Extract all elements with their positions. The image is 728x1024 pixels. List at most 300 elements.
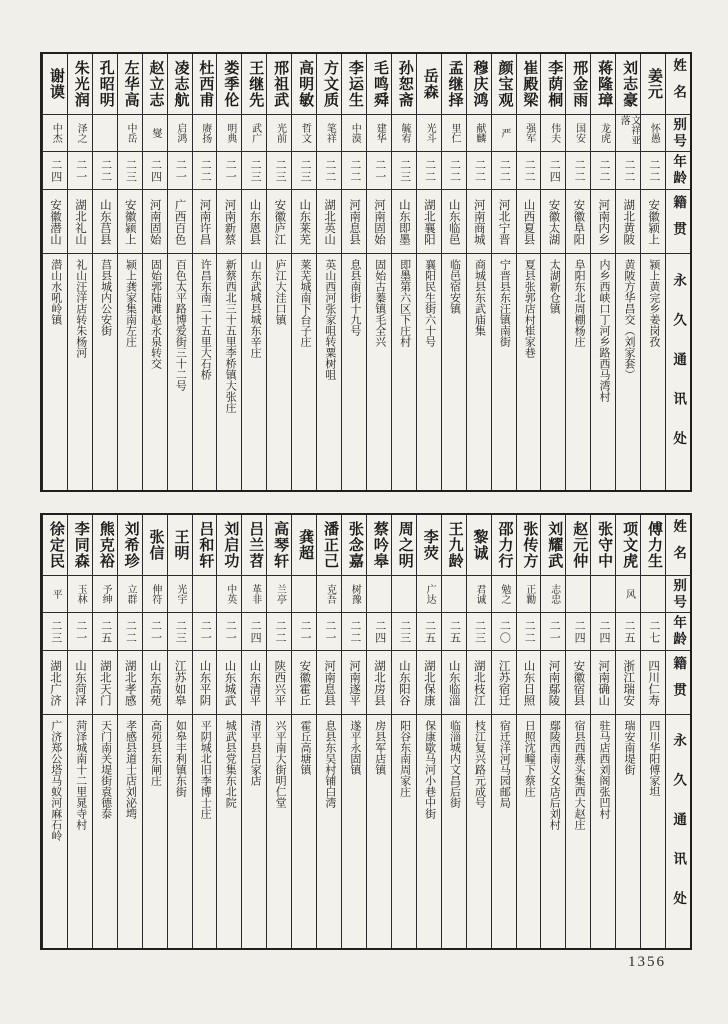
entry-origin-cell	[467, 650, 491, 714]
entry-age-cell	[541, 612, 565, 650]
entry-origin-cell	[317, 650, 341, 714]
header-age	[666, 151, 690, 189]
entry-name: 高明敏	[297, 60, 314, 108]
entry-alias: 献麟	[473, 123, 485, 143]
entry-address: 内乡西峡口丁河乡路西马湾村	[598, 259, 611, 402]
entry-name-cell	[118, 54, 142, 114]
entry-age: 二三	[49, 619, 62, 644]
entry-address-cell	[292, 714, 316, 948]
entry-name-cell	[517, 54, 541, 114]
entry-age: 二一	[548, 619, 561, 644]
entry-age: 二〇	[498, 619, 511, 644]
register-table-bottom	[40, 513, 692, 950]
entry-alias-cell	[566, 114, 590, 151]
entry-address-cell	[68, 714, 92, 948]
header-origin	[666, 650, 690, 714]
entry-address: 襄阳民生街六十号	[423, 259, 436, 347]
entry-alias-cell	[417, 575, 441, 612]
entry-origin-cell	[417, 189, 441, 253]
entry-age-cell	[317, 151, 341, 189]
entry-column	[391, 515, 416, 948]
entry-column	[316, 54, 341, 490]
entry-age: 二一	[149, 619, 162, 644]
entry-address: 驻马店西刘阁张凹村	[598, 720, 611, 819]
entry-name: 谢谟	[47, 68, 64, 100]
entry-address: 保康歇马河小巷中街	[423, 720, 436, 819]
register-table-top	[40, 52, 692, 492]
entry-address-cell	[193, 714, 217, 948]
entry-origin: 山东日照	[522, 659, 535, 706]
entry-alias-cell	[541, 114, 565, 151]
entry-address: 固始古蓁镇毛全兴	[373, 259, 386, 347]
entry-origin: 安徽潜山	[49, 198, 62, 245]
entry-name-cell	[616, 515, 640, 575]
entry-origin: 山东临邑	[447, 198, 460, 245]
entry-age: 二二	[523, 158, 536, 183]
entry-origin-cell	[43, 650, 67, 714]
entry-age: 二二	[323, 158, 336, 183]
entry-column	[266, 515, 291, 948]
entry-address: 如皋丰利镇东街	[174, 720, 187, 797]
entry-age-cell	[616, 151, 640, 189]
entry-address-cell	[442, 253, 466, 490]
entry-alias: 光斗	[424, 123, 436, 143]
entry-column	[291, 515, 316, 948]
entry-age-cell	[541, 151, 565, 189]
entry-origin: 四川仁寿	[647, 659, 660, 706]
entry-alias-cell	[267, 114, 291, 151]
entry-origin-cell	[392, 650, 416, 714]
entry-age: 二一	[74, 619, 87, 644]
entry-address: 临淄城内文昌后街	[448, 720, 461, 808]
entry-name: 姜元	[645, 68, 662, 100]
entry-name: 项文虎	[621, 521, 638, 569]
entry-name-cell	[591, 515, 615, 575]
entry-alias: 予绅	[100, 584, 112, 604]
entry-address-cell	[267, 253, 291, 490]
entry-age: 二二	[348, 619, 361, 644]
entry-age: 二三	[249, 158, 262, 183]
entry-name-cell	[217, 54, 241, 114]
header-origin-label: 籍贯	[671, 656, 687, 709]
entry-address-cell	[616, 253, 640, 490]
entry-age-cell	[566, 612, 590, 650]
entry-age: 二二	[473, 158, 486, 183]
entry-alias-cell	[367, 114, 391, 151]
entry-age-cell	[392, 612, 416, 650]
entry-origin: 江苏如皋	[173, 659, 186, 706]
entry-name: 李荫桐	[546, 60, 563, 108]
entry-age-cell	[193, 612, 217, 650]
entry-alias: 风	[623, 589, 635, 599]
entry-name-cell	[242, 54, 266, 114]
entry-column	[67, 515, 92, 948]
entry-name: 刘希珍	[122, 521, 139, 569]
entry-origin: 山东清平	[248, 659, 261, 706]
entry-name: 周之明	[396, 521, 413, 569]
entry-alias: 里仁	[448, 123, 460, 143]
header-age-label: 年龄	[671, 154, 687, 187]
entry-age-cell	[118, 151, 142, 189]
entry-column	[441, 515, 466, 948]
entry-age: 二一	[224, 158, 237, 183]
entry-age-cell	[342, 612, 366, 650]
entry-column	[540, 54, 565, 490]
entry-age-cell	[442, 151, 466, 189]
entry-address-cell	[317, 714, 341, 948]
entry-name: 吕兰苕	[247, 521, 264, 569]
entry-origin: 安徽颍上	[123, 198, 136, 245]
entry-origin: 安徽颍上	[647, 198, 660, 245]
entry-name: 潘正己	[322, 521, 338, 569]
entry-address: 清平县吕家店	[249, 720, 262, 786]
entry-alias: 泽之	[75, 123, 87, 143]
entry-origin-cell	[467, 189, 491, 253]
entry-name-cell	[467, 54, 491, 114]
header-address	[666, 714, 690, 948]
entry-age-cell	[591, 612, 615, 650]
entry-alias: 立群	[125, 584, 136, 604]
entry-origin: 湖北枝江	[472, 659, 485, 706]
entry-origin-cell	[143, 189, 167, 253]
entry-name-cell	[492, 515, 516, 575]
entry-alias-cell	[43, 114, 67, 151]
entry-alias: 伸符	[149, 584, 161, 604]
entry-alias-cell	[43, 575, 67, 612]
entry-name-cell	[93, 515, 117, 575]
entry-address-cell	[43, 714, 67, 948]
entry-age: 二一	[323, 619, 336, 644]
entry-address: 平阴城北旧李博士庄	[199, 720, 212, 819]
entry-alias-cell	[68, 575, 92, 612]
entry-address-cell	[342, 714, 366, 948]
entry-alias-cell	[641, 114, 665, 151]
entry-alias: 广达	[424, 584, 436, 604]
entry-alias: 赓扬	[199, 123, 211, 143]
entry-column	[142, 54, 167, 490]
entry-origin-cell	[242, 650, 266, 714]
entry-alias-cell	[591, 575, 615, 612]
entry-address-cell	[317, 253, 341, 490]
entry-origin: 湖北保康	[422, 659, 435, 706]
entry-column	[117, 54, 142, 490]
header-alias-label: 别号	[671, 116, 687, 150]
entry-alias-cell	[292, 114, 316, 151]
entry-name: 熊克裕	[97, 521, 114, 569]
entry-address-cell	[417, 714, 441, 948]
entry-age-cell	[492, 151, 516, 189]
entry-origin: 湖北房县	[373, 659, 385, 706]
entry-address-cell	[242, 714, 266, 948]
entry-alias: 树豫	[349, 584, 361, 604]
header-alias-label: 别号	[671, 577, 687, 611]
entry-age-cell	[517, 612, 541, 650]
entry-origin: 湖北黄陂	[622, 198, 635, 245]
entry-name: 朱光润	[72, 60, 89, 108]
entry-address: 遂平永固镇	[348, 720, 361, 775]
entry-name: 赵元仲	[571, 521, 588, 569]
entry-age: 二三	[398, 158, 411, 183]
entry-origin: 山东菏泽	[73, 659, 86, 706]
entry-name-cell	[217, 515, 241, 575]
entry-age: 二二	[498, 158, 511, 183]
entry-name: 孟继择	[446, 60, 463, 108]
entry-alias-cell	[118, 114, 142, 151]
entry-alias-cell	[541, 575, 565, 612]
entry-age: 二三	[174, 619, 187, 644]
entry-origin: 湖北孝感	[123, 659, 136, 706]
entry-alias-cell	[193, 575, 217, 612]
entry-name-cell	[68, 515, 92, 575]
entry-name: 王继先	[247, 60, 264, 108]
entry-address: 商城县东武庙集	[473, 259, 486, 336]
entry-origin-cell	[68, 189, 92, 253]
entry-address-cell	[417, 253, 441, 490]
entry-name: 李同森	[72, 521, 89, 569]
entry-address: 黄陂方华昌交（刘家套）	[622, 259, 635, 380]
entry-column	[42, 54, 67, 490]
entry-origin: 山东临淄	[447, 659, 460, 706]
entry-address: 宿县西燕头集西大赵庄	[573, 720, 586, 830]
entry-address-cell	[168, 253, 192, 490]
entry-age: 二二	[598, 158, 611, 183]
entry-column	[416, 515, 441, 948]
entry-age-cell	[292, 612, 316, 650]
entry-name: 左华高	[122, 60, 139, 108]
entry-age: 二二	[199, 158, 212, 183]
entry-origin: 河南新蔡	[223, 198, 236, 245]
entry-origin-cell	[93, 189, 117, 253]
entry-name: 刘启功	[222, 521, 239, 569]
entry-alias: 龙虎	[598, 123, 610, 143]
entry-name: 崔殿梁	[521, 60, 538, 108]
entry-address: 礼山汪洋店转朱杨河	[74, 259, 87, 358]
entry-column	[565, 515, 590, 948]
entry-address-cell	[566, 253, 590, 490]
entry-origin-cell	[367, 650, 391, 714]
entry-age-cell	[93, 612, 117, 650]
header-name	[666, 54, 690, 114]
entry-origin: 安徽宿县	[572, 659, 585, 706]
entry-address: 潜山水吼岭镇	[49, 259, 62, 325]
entry-origin-cell	[442, 189, 466, 253]
entry-name: 邵力行	[496, 521, 513, 569]
entry-column	[167, 54, 192, 490]
entry-origin-cell	[517, 650, 541, 714]
entry-address-cell	[541, 714, 565, 948]
entry-age: 二二	[448, 158, 461, 183]
entry-address: 鄢陵西南义女店后刘村	[548, 720, 561, 830]
entry-alias-cell	[93, 575, 117, 612]
entry-age: 二二	[274, 619, 287, 644]
entry-alias-cell	[616, 114, 640, 151]
entry-origin: 陕西兴平	[273, 659, 286, 706]
entry-name-cell	[242, 515, 266, 575]
entry-age: 二一	[298, 619, 311, 644]
entry-column	[391, 54, 416, 490]
entry-address-cell	[68, 253, 92, 490]
entry-name-cell	[541, 515, 565, 575]
entry-age-cell	[242, 151, 266, 189]
entry-origin-cell	[417, 650, 441, 714]
entry-column	[241, 54, 266, 490]
entry-address: 颍上黄完乡姜岗孜	[647, 259, 660, 347]
entry-age: 二五	[622, 619, 635, 644]
entry-address-cell	[217, 253, 241, 490]
entry-address-cell	[517, 253, 541, 490]
entry-address-cell	[242, 253, 266, 490]
entry-address: 息县南街十九号	[348, 259, 361, 336]
entry-address-cell	[641, 253, 665, 490]
entry-column	[615, 515, 640, 948]
entry-age-cell	[118, 612, 142, 650]
entry-name-cell	[342, 515, 366, 575]
entry-origin-cell	[541, 189, 565, 253]
entry-address-cell	[591, 714, 615, 948]
entry-name-cell	[43, 515, 67, 575]
entry-alias: 笔祥	[324, 123, 336, 143]
entry-column	[92, 515, 117, 948]
entry-origin-cell	[317, 189, 341, 253]
entry-age-cell	[566, 151, 590, 189]
entry-address: 颍上龚家集南左庄	[124, 259, 137, 347]
entry-origin-cell	[193, 189, 217, 253]
header-name-label: 姓名	[671, 518, 687, 572]
entry-name: 张信	[147, 529, 164, 561]
entry-alias: 严	[498, 128, 510, 138]
entry-name-cell	[541, 54, 565, 114]
entry-age-cell	[168, 612, 192, 650]
header-address-label: 永久通讯处	[671, 732, 687, 931]
entry-alias-cell	[566, 575, 590, 612]
entry-column	[466, 54, 491, 490]
entry-address: 临邑宿安镇	[448, 259, 461, 314]
entry-address: 孝感县道士店刘泌塆	[124, 720, 137, 819]
entry-alias-cell	[442, 575, 466, 612]
entry-origin: 安徽阜阳	[572, 198, 585, 245]
header-column	[665, 54, 690, 490]
entry-column	[540, 515, 565, 948]
entry-origin-cell	[217, 189, 241, 253]
entry-alias-cell	[143, 575, 167, 612]
entry-alias: 明典	[224, 123, 236, 143]
header-alias	[666, 575, 690, 612]
entry-age: 二三	[298, 158, 311, 183]
entry-age-cell	[193, 151, 217, 189]
entry-age: 二四	[149, 158, 162, 183]
entry-age: 二二	[523, 619, 536, 644]
entry-address-cell	[93, 253, 117, 490]
entry-origin-cell	[591, 650, 615, 714]
header-age	[666, 612, 690, 650]
entry-alias-cell	[93, 114, 117, 151]
entry-age-cell	[292, 151, 316, 189]
entry-column	[590, 54, 615, 490]
entry-alias-cell	[267, 575, 291, 612]
entry-name-cell	[392, 54, 416, 114]
entry-alias-cell	[242, 575, 266, 612]
entry-address: 菏泽城南十二里晁寺村	[74, 720, 87, 830]
entry-address-cell	[566, 714, 590, 948]
entry-alias: 光宇	[174, 584, 186, 604]
entry-age: 二二	[647, 158, 660, 183]
entry-name-cell	[417, 54, 441, 114]
page-number: 1356	[628, 954, 666, 970]
entry-address-cell	[616, 714, 640, 948]
entry-address: 枝江复兴路元成号	[473, 720, 486, 808]
entry-origin: 湖北英山	[323, 198, 336, 245]
entry-origin: 山东恩县	[248, 198, 261, 245]
entry-alias-cell	[292, 575, 316, 612]
entry-address: 庐江大洼口镇	[274, 259, 287, 325]
entry-name-cell	[517, 515, 541, 575]
entry-name: 李运生	[346, 60, 363, 108]
entry-address: 固始郭陆滩赵永泉转交	[149, 259, 162, 369]
entry-age-cell	[467, 151, 491, 189]
entry-address-cell	[492, 714, 516, 948]
entry-origin-cell	[541, 650, 565, 714]
entry-origin-cell	[442, 650, 466, 714]
entry-age: 二三	[274, 158, 287, 183]
entry-column	[42, 515, 67, 948]
entry-age-cell	[641, 612, 665, 650]
entry-origin: 山东莱芜	[298, 198, 311, 245]
entry-name: 徐定民	[47, 521, 64, 569]
entry-origin: 广西百色	[173, 198, 186, 245]
entry-origin-cell	[93, 650, 117, 714]
entry-origin: 江苏宿迁	[497, 659, 510, 706]
entry-address: 瑞安南堤街	[622, 720, 635, 775]
entry-address: 英山西河张家咀转粟树咀	[323, 259, 336, 380]
entry-origin: 河南息县	[323, 659, 336, 706]
entry-origin: 山东城武	[223, 659, 236, 706]
entry-alias: 伟夫	[548, 123, 560, 143]
entry-age: 二一	[224, 619, 237, 644]
entry-address-cell	[118, 714, 142, 948]
entry-age-cell	[143, 612, 167, 650]
entry-origin: 山东高苑	[148, 659, 161, 706]
entry-age: 二二	[99, 158, 112, 183]
entry-alias: 启鸿	[174, 123, 186, 143]
entry-age: 二二	[348, 158, 361, 183]
entry-alias-cell	[168, 114, 192, 151]
entry-name-cell	[442, 54, 466, 114]
entry-origin-cell	[616, 189, 640, 253]
entry-name-cell	[292, 515, 316, 575]
entry-age: 二五	[423, 619, 436, 644]
entry-alias: 正勷	[523, 584, 535, 604]
entry-alias: 中岳	[125, 123, 136, 143]
entry-alias: 志忠	[548, 584, 560, 604]
entry-address: 房县军店镇	[373, 720, 386, 775]
entry-name-cell	[616, 54, 640, 114]
entry-address-cell	[367, 714, 391, 948]
entry-address: 高苑县东闸庄	[149, 720, 162, 786]
entry-address-cell	[267, 714, 291, 948]
entry-alias-cell	[242, 114, 266, 151]
entry-column	[441, 54, 466, 490]
entry-age: 二二	[622, 158, 635, 183]
entry-origin-cell	[392, 189, 416, 253]
entry-name-cell	[143, 515, 167, 575]
entry-alias: 怀愚	[648, 123, 660, 143]
entry-alias-cell	[118, 575, 142, 612]
entry-name: 李荧	[421, 529, 438, 561]
entry-name: 凌志航	[172, 60, 189, 108]
entry-address-cell	[217, 714, 241, 948]
entry-origin: 湖北礼山	[73, 198, 86, 245]
entry-name: 孔昭明	[97, 60, 114, 108]
